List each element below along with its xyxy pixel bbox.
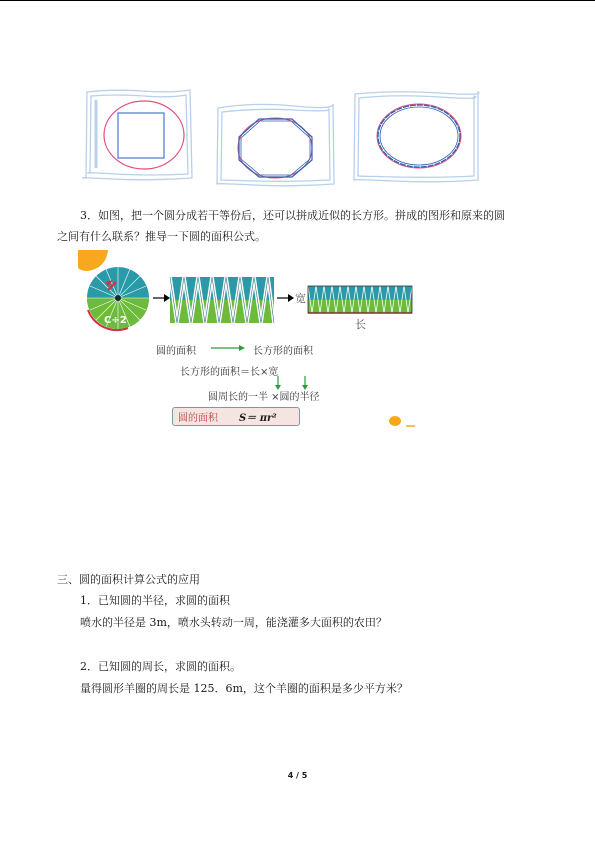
width-label: 宽 (295, 292, 306, 305)
arrow-right-icon (164, 294, 170, 302)
length-label: 长 (355, 318, 366, 331)
figure-circle-polygon (350, 88, 482, 184)
paper-frame (82, 90, 192, 180)
question3-line2: 之间有什么联系？推导一下圆的面积公式。 (57, 230, 266, 243)
paper-frame (217, 104, 334, 186)
formula-expression: S＝ πr² (239, 413, 277, 424)
circle-shape (104, 101, 184, 169)
circle-half-perimeter-label: C÷2 (104, 315, 127, 326)
orange-dot-decoration (388, 416, 416, 428)
formula-label: 圆的面积 (178, 413, 218, 424)
section3-q1-body: 喷水的半径是 3m，喷水头转动一周，能浇灌多大面积的农田？ (80, 616, 387, 629)
question3-line1: 3．如图，把一个圆分成若干等份后，还可以拼成近似的长方形。拼成的图形和原来的圆 (80, 209, 505, 222)
top-rule (0, 0, 595, 1)
inscribed-square (118, 113, 164, 158)
figure-circle-square (82, 88, 194, 182)
polygon-shape (378, 105, 460, 167)
section3-q2-body: 量得圆形羊圈的周长是 125．6m，这个羊圈的面积是多少平方米？ (80, 682, 408, 695)
figure-circle-octagon (214, 100, 337, 188)
step1-right: 长方形的面积 (253, 346, 313, 357)
arrow-right-icon (288, 294, 294, 302)
orange-decoration (78, 250, 108, 271)
step2-formula: 长方形的面积＝长×宽 (180, 367, 279, 378)
step3-formula: 圆周长的一半 ×圆的半径 (208, 392, 320, 403)
section3-heading: 三、圆的面积计算公式的应用 (57, 573, 200, 586)
green-arrow-icon (211, 343, 245, 353)
step1-left: 圆的面积 (156, 346, 196, 357)
octagon-shape (239, 119, 312, 177)
rectangle-shape (308, 286, 412, 313)
section3-q1-title: 1．已知圆的半径，求圆的面积 (80, 594, 230, 607)
parallelogram-shape (170, 277, 274, 323)
page-number: 4 / 5 (287, 771, 308, 780)
area-formula-box (172, 407, 300, 426)
circle-to-rectangle-diagram (78, 250, 418, 335)
section3-q2-title: 2．已知圆的周长，求圆的面积。 (80, 660, 241, 673)
